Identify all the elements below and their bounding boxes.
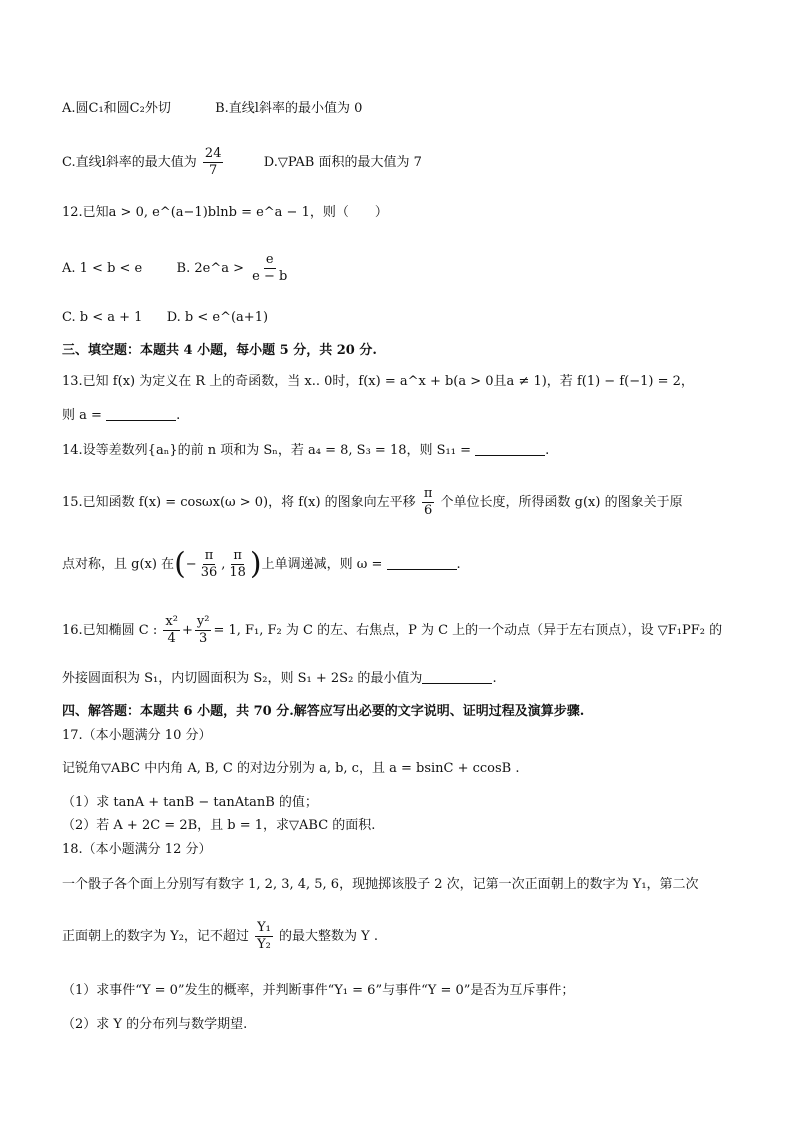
fraction: $\frac{e}{e - b}$ <box>252 252 288 284</box>
q13-line2: 则 a = . <box>62 408 181 423</box>
q11-option-c: C.直线l斜率的最大值为 $\frac{24}{7}$ D.▽PAB 面积的最大值为 7 <box>62 146 422 178</box>
answer-blank <box>422 669 492 684</box>
fraction: $\frac{\pi}{6}$ <box>423 486 433 518</box>
q16-line1: 16.已知椭圆 C : $\frac{\text{x²}}{4}$ + $\frac{\text{y²}}{3}$ = 1, F₁, F₂ 为 C 的左、右焦点，P 为 C 上的一个动点（异于左右顶点），设 ▽F₁PF₂ 的 <box>62 614 723 646</box>
fraction: $\frac{24}{7}$ <box>204 146 222 178</box>
q17-part1: （1）求 tanA + tanB − tanAtanB 的值； <box>62 795 318 810</box>
q18-part2: （2）求 Y 的分布列与数学期望. <box>62 1017 248 1032</box>
q12-options-ab: A. 1 < b < e B. 2e^a > $\frac{e}{e - b}$ <box>62 252 288 284</box>
q17-stem: 记锐角▽ABC 中内角 A, B, C 的对边分别为 a, b, c，且 a = bsinC + ccosB . <box>62 761 520 776</box>
q11-option-a: A.圆C₁和圆C₂外切 B.直线l斜率的最小值为 0 <box>62 101 363 116</box>
q18-line1: 一个骰子各个面上分别写有数字 1, 2, 3, 4, 5, 6，现抛掷该股子 2 次，记第一次正面朝上的数字为 Y₁，第二次 <box>62 877 699 892</box>
answer-blank <box>387 555 457 570</box>
q15-line1: 15.已知函数 f(x) = cosωx(ω > 0)，将 f(x) 的图象向左平移 $\frac{\pi}{6}$ 个单位长度，所得函数 g(x) 的图象关于原 <box>62 486 683 518</box>
fraction: $\frac{\pi}{18}$ <box>229 548 246 580</box>
q11-option-b: B.直线l斜率的最小值为 0 <box>215 101 363 116</box>
fraction: $\frac{\text{x²}}{4}$ <box>165 614 178 646</box>
q18-header: 18.（本小题满分 12 分） <box>62 842 212 857</box>
q13-line1: 13.已知 f(x) 为定义在 R 上的奇函数，当 x.. 0时，f(x) = a^x + b(a > 0且a ≠ 1)，若 f(1) − f(−1) = 2， <box>62 374 694 389</box>
q18-part1: （1）求事件“Y = 0”发生的概率，并判断事件“Y₁ = 6”与事件“Y = 0”是否为互斥事件； <box>62 983 575 998</box>
fraction: $\frac{\pi}{36}$ <box>200 548 218 580</box>
q12-stem: 12.已知a > 0, e^(a−1)blnb = e^a − 1，则（ ） <box>62 205 388 220</box>
q15-line2: 点对称，且 g(x) 在(− $\frac{\pi}{36}$ , $\frac{\pi}{18}$ )上单调递减，则 ω = . <box>62 546 461 582</box>
section-3-heading: 三、填空题：本题共 4 小题，每小题 5 分，共 20 分. <box>62 343 377 358</box>
section-4-heading: 四、解答题：本题共 6 小题，共 70 分.解答应写出必要的文字说明、证明过程及演算步骤. <box>62 704 585 719</box>
answer-blank <box>106 406 176 421</box>
q17-header: 17.（本小题满分 10 分） <box>62 728 212 743</box>
q11-option-d: D.▽PAB 面积的最大值为 7 <box>263 155 422 170</box>
q16-line2: 外接圆面积为 S₁，内切圆面积为 S₂，则 S₁ + 2S₂ 的最小值为 . <box>62 671 497 686</box>
answer-blank <box>475 441 545 456</box>
q12-option-c: C. b < a + 1 <box>62 310 143 325</box>
fraction: $\frac{\text{y²}}{3}$ <box>196 614 210 646</box>
q12-option-d: D. b < e^(a+1) <box>166 310 269 325</box>
q14: 14.设等差数列{aₙ}的前 n 项和为 Sₙ，若 a₄ = 8, S₃ = 18，则 S₁₁ = . <box>62 443 550 458</box>
q17-part2: （2）若 A + 2C = 2B，且 b = 1，求▽ABC 的面积. <box>62 818 376 833</box>
q12-option-a: A. 1 < b < e <box>62 261 143 276</box>
q12-options-cd <box>62 309 268 327</box>
q18-line2: 正面朝上的数字为 Y₂，记不超过 $\frac{\text{Y₁}}{\text{Y₂}}$ 的最大整数为 Y . <box>62 920 378 952</box>
fraction: $\frac{\text{Y₁}}{\text{Y₂}}$ <box>257 920 271 952</box>
